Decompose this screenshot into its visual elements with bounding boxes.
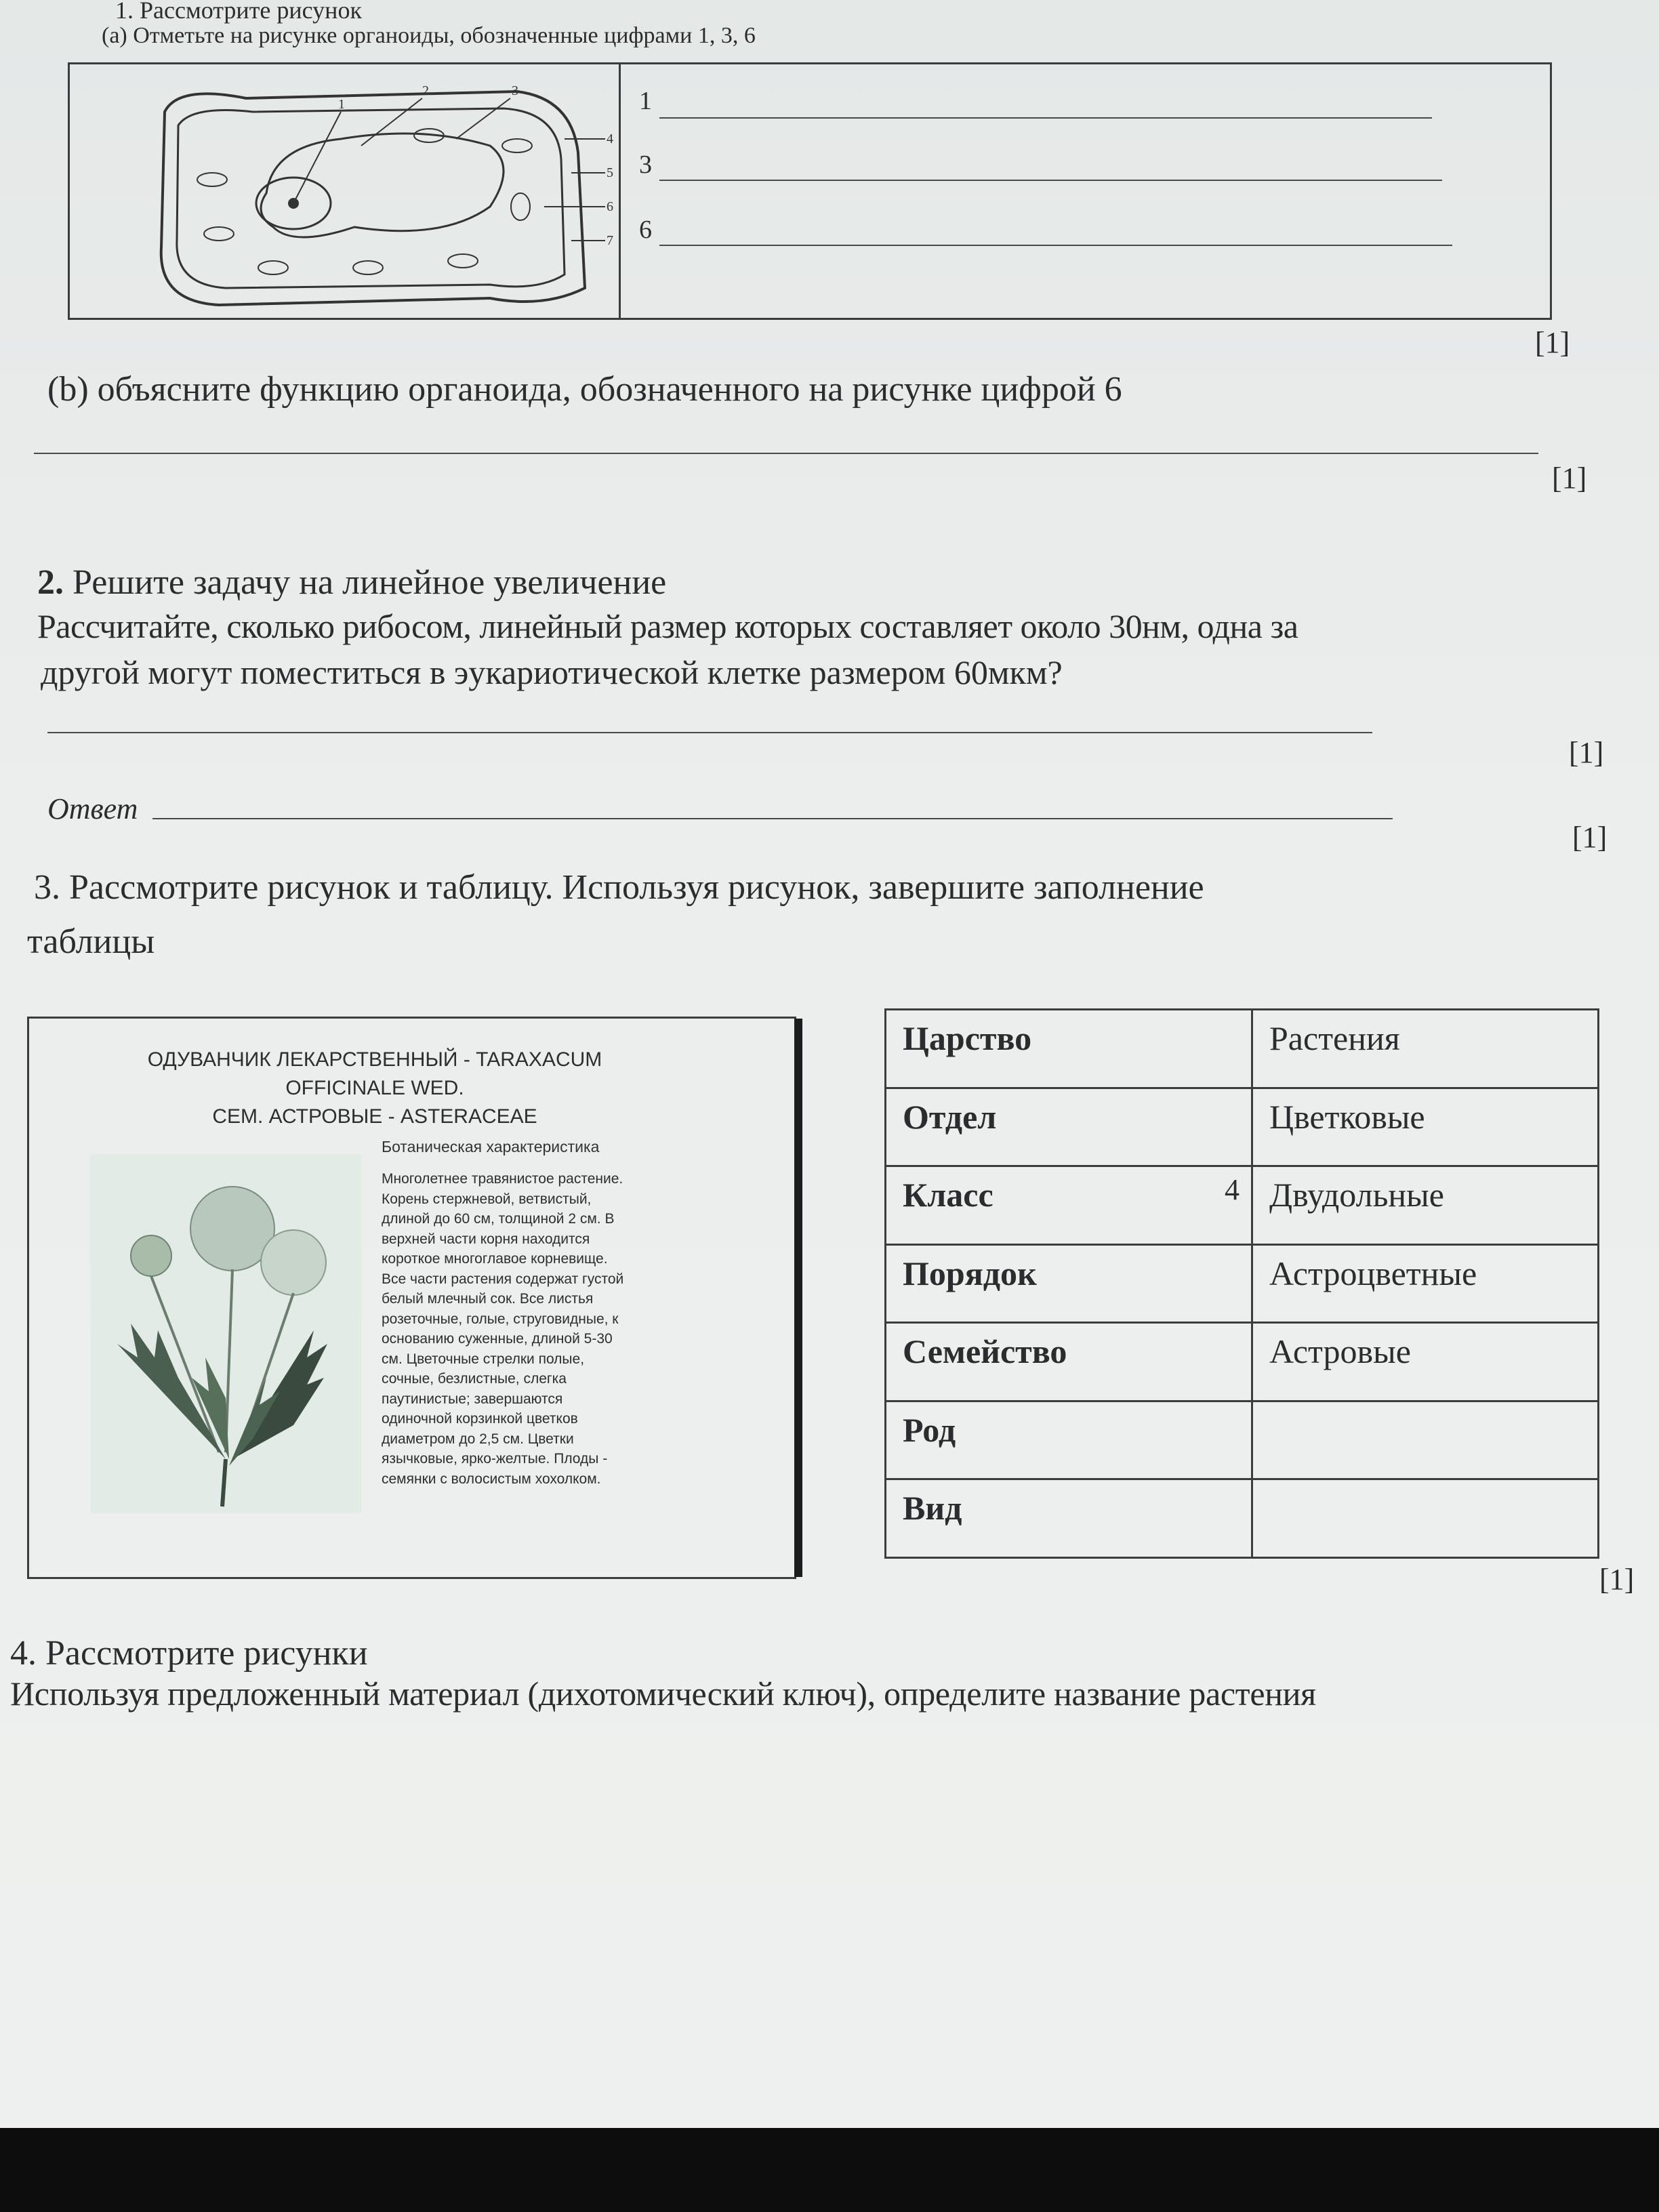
taxonomy-table (884, 1008, 1599, 1559)
q3-line1: 3. Рассмотрите рисунок и таблицу. Используя рисунок, завершите заполнение (34, 868, 1204, 907)
diagram-number-1: 1 (338, 97, 345, 112)
q1-part-a: (a) Отметьте на рисунке органоиды, обозначенные цифрами 1, 3, 6 (102, 23, 756, 48)
answer-line-3[interactable] (659, 180, 1442, 181)
diagram-number-7: 7 (607, 233, 613, 248)
plant-cell-diagram (138, 71, 626, 315)
q2-number: 2. (37, 563, 64, 602)
diagram-number-2: 2 (422, 83, 429, 98)
table-value[interactable]: Астровые (1252, 1323, 1599, 1401)
table-row (886, 1010, 1599, 1088)
table-value[interactable]: Астроцветные (1252, 1244, 1599, 1323)
table-value-empty[interactable] (1252, 1401, 1599, 1479)
table-key: Царство (886, 1010, 1252, 1088)
answer-line-6[interactable] (659, 245, 1452, 246)
table-value[interactable]: Растения (1252, 1010, 1599, 1088)
q2-text-line2: другой могут поместиться в эукариотической клетке размером 60мкм? (41, 653, 1063, 691)
table-row (886, 1088, 1599, 1166)
q2-score1: [1] (1569, 736, 1604, 769)
table-key: Класс (886, 1166, 1252, 1245)
label-1: 1 (639, 87, 652, 115)
q3-line2: таблицы (27, 922, 155, 961)
q1-title: 1. Рассмотрите рисунок (115, 0, 362, 24)
label-6: 6 (639, 216, 652, 244)
table-key: Род (886, 1401, 1252, 1479)
figure-description: Многолетнее травянистое растение. Корень стержневой, ветвистый, длиной до 60 см, толщиной 2 см. В верхней части корня находится короткое многоглавое корневище. Все части растения содержат густой белый млечный сок. Все листья розеточные, голые, струговидные, к основанию суженные, длиной 5-30 см. Цветочные стрелки полые, сочные, безлистные, слегка паутинистые; завершаются одиночной корзинкой цветков диаметром до 2,5 см. Цветки язычковые, ярко-желтые. Плоды - семянки с волосистым хохолком. (382, 1171, 624, 1487)
figure-subtitle: Ботаническая характеристика (382, 1138, 600, 1155)
table-value-empty[interactable] (1252, 1479, 1599, 1558)
figure-title-line3: СЕМ. АСТРОВЫЕ - ASTERACEAE (212, 1105, 537, 1128)
table-row (886, 1401, 1599, 1479)
figure-title-line2: OFFICINALE WED. (285, 1077, 464, 1099)
q1b-answer-line[interactable] (34, 453, 1538, 454)
answer-line-1[interactable] (659, 117, 1432, 119)
q3-score: [1] (1599, 1563, 1635, 1596)
table-row (886, 1323, 1599, 1401)
dandelion-illustration (90, 1154, 361, 1513)
diagram-number-3: 3 (512, 83, 518, 98)
dandelion-figure (27, 1017, 796, 1579)
q1a-score: [1] (1535, 326, 1570, 359)
table-key: Вид (886, 1479, 1252, 1558)
q1-part-b: (b) объясните функцию органоида, обозначенного на рисунке цифрой 6 (47, 370, 1122, 409)
cell-diagram-box (68, 62, 1552, 320)
table-key: Порядок (886, 1244, 1252, 1323)
diagram-number-5: 5 (607, 165, 613, 180)
diagram-number-6: 6 (607, 199, 613, 214)
q2-title (37, 562, 666, 602)
figure-title (97, 1046, 653, 1131)
q2-answer-line[interactable] (152, 818, 1393, 819)
q2-text-line1: Рассчитайте, сколько рибосом, линейный размер которых составляет около 30нм, одна за (37, 607, 1298, 645)
q4-title: 4. Рассмотрите рисунки (10, 1634, 368, 1673)
q1b-score: [1] (1552, 462, 1587, 495)
table-row (886, 1166, 1599, 1245)
table-value[interactable]: Цветковые (1252, 1088, 1599, 1166)
table-key: Семейство (886, 1323, 1252, 1401)
dark-surface (0, 2128, 1659, 2212)
q2-score2: [1] (1572, 821, 1607, 854)
table-value[interactable] (1225, 1166, 1599, 1245)
table-row (886, 1244, 1599, 1323)
q2-title-text: Решите задачу на линейное увеличение (64, 563, 667, 602)
table-row (886, 1479, 1599, 1558)
q2-solution-line[interactable] (47, 732, 1372, 733)
figure-thick-border (794, 1019, 802, 1577)
diagram-number-4: 4 (607, 131, 613, 146)
handwritten-note: 4 (1225, 1173, 1240, 1207)
table-value-text: Двудольные (1269, 1176, 1444, 1214)
table-key: Отдел (886, 1088, 1252, 1166)
label-3: 3 (639, 150, 652, 179)
q4-text: Используя предложенный материал (дихотомический ключ), определите название растения (10, 1675, 1316, 1713)
figure-title-line1: ОДУВАНЧИК ЛЕКАРСТВЕННЫЙ - TARAXACUM (147, 1048, 602, 1071)
q2-answer-label: Ответ (47, 792, 138, 825)
